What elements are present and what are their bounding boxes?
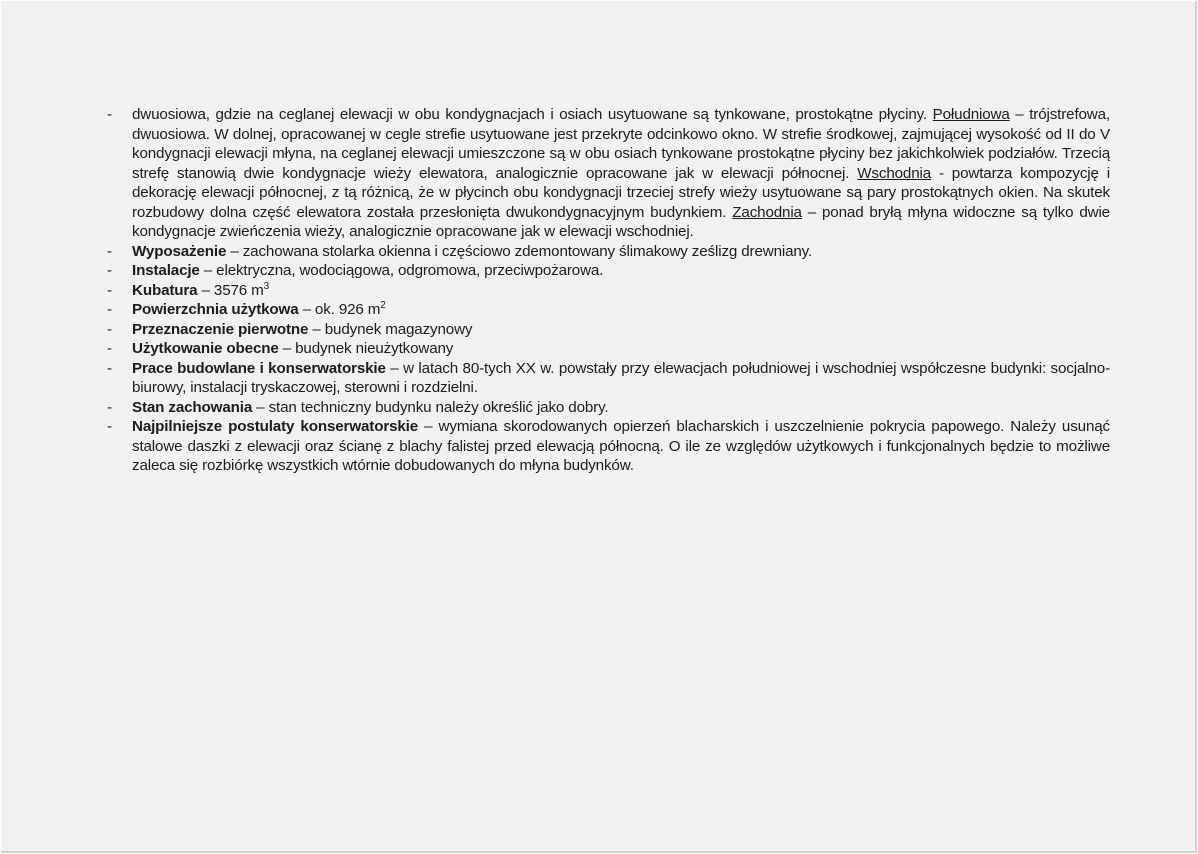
- unit-superscript: 2: [380, 299, 386, 311]
- bullet-dash: -: [107, 418, 112, 435]
- east-elevation-label: Wschodnia: [857, 164, 932, 182]
- item-label: Stan zachowania: [132, 398, 253, 416]
- list-item-wyposazenie: [107, 242, 1110, 262]
- intro-text-2: – trójstrefowa, dwuosiowa. W dolnej, opracowanej w cegle strefie usytuowane jest przekryte odcinkowo okno. W strefie środkowej, zajmującej wysokość od II do V kondygnacji elewacji młyna, na ceglanej elewacji umieszczone są w obu osiach tynkowane prostokątne płyciny bez jakichkolwiek podziałów. Trzecią strefę stanowią dwie kondygnacje wieży elewatora, analogicznie opracowane jak w elewacji północnej.: [132, 106, 1110, 182]
- bullet-dash: -: [107, 301, 112, 318]
- list-item-uzytkowanie: [107, 339, 1110, 359]
- intro-text-3: - powtarza kompozycję i dekorację elewacji północnej, z tą różnicą, że w płycinch obu kondygnacji trzeciej strefy wieży usytuowane są pary prostokątnych okien. Na skutek rozbudowy dolna część elewatora została przesłonięta dwukondygnacyjnym budynkiem.: [132, 164, 1110, 221]
- intro-text-4: – ponad bryłą młyna widoczne są tylko dwie kondygnacje zwieńczenia wieży, analogicznie opracowane jak w elewacji wschodniej.: [132, 203, 1110, 240]
- intro-text-1: dwuosiowa, gdzie na ceglanej elewacji w obu kondygnacjach i osiach usytuowane są tynkowane, prostokątne płyciny.: [132, 106, 933, 123]
- item-text: – budynek nieużytkowany: [278, 340, 454, 357]
- list-item-prace: [107, 359, 1110, 398]
- bullet-dash: -: [107, 242, 112, 260]
- bullet-dash: -: [107, 320, 112, 338]
- bullet-dash: -: [107, 359, 112, 377]
- item-label: Prace budowlane i konserwatorskie: [132, 359, 386, 377]
- item-text: – wymiana skorodowanych opierzeń blacharskich i uszczelnienie pokrycia papowego. Należy usunąć stalowe daszki z elewacji oraz ścianę z blachy falistej przed elewacją północną. O ile ze względów użytkowych i funkcjonalnych będzie to możliwe zaleca się rozbiórkę wszystkich wtórnie dobudowanych do młyna budynków.: [132, 418, 1110, 474]
- list-item-stan: [107, 398, 1110, 418]
- list-item-kubatura: [107, 281, 1110, 301]
- south-elevation-label: Południowa: [932, 106, 1010, 123]
- item-text: – w latach 80-tych XX w. powstały przy elewacjach południowej i wschodniej współczesne budynki: socjalno-biurowy, instalacji tryskaczowej, sterowni i rozdzielni.: [132, 359, 1110, 396]
- item-text: – zachowana stolarka okienna i częściowo zdemontowany ślimakowy ześlizg drewniany.: [226, 242, 813, 260]
- item-text: – elektryczna, wodociągowa, odgromowa, przeciwpożarowa.: [199, 262, 604, 279]
- item-label: Instalacje: [132, 262, 200, 279]
- item-text: – 3576 m: [197, 281, 264, 299]
- bullet-dash: -: [107, 262, 112, 279]
- item-label: Użytkowanie obecne: [132, 340, 279, 357]
- list-item-postulaty: [107, 417, 1110, 476]
- item-label: Przeznaczenie pierwotne: [132, 320, 309, 338]
- list-item-powierzchnia: [107, 300, 1110, 320]
- list-item-przeznaczenie: [107, 320, 1110, 340]
- document-body: [107, 105, 1110, 476]
- document-page: [1, 1, 1197, 853]
- item-label: Wyposażenie: [132, 242, 227, 260]
- item-text: – budynek magazynowy: [308, 320, 473, 338]
- list-item-instalacje: [107, 261, 1110, 281]
- bullet-dash: -: [107, 398, 112, 416]
- bullet-dash: -: [107, 281, 112, 299]
- bullet-dash: -: [107, 106, 112, 123]
- item-label: Powierzchnia użytkowa: [132, 301, 299, 318]
- west-elevation-label: Zachodnia: [732, 203, 802, 221]
- list-item-intro: [107, 105, 1110, 242]
- unit-superscript: 3: [263, 280, 270, 292]
- item-text: – ok. 926 m: [298, 301, 381, 318]
- item-label: Kubatura: [132, 281, 198, 299]
- item-label: Najpilniejsze postulaty konserwatorskie: [132, 418, 419, 435]
- bullet-list: [107, 105, 1110, 476]
- item-text: – stan techniczny budynku należy określić jako dobry.: [252, 398, 609, 416]
- bullet-dash: -: [107, 340, 112, 357]
